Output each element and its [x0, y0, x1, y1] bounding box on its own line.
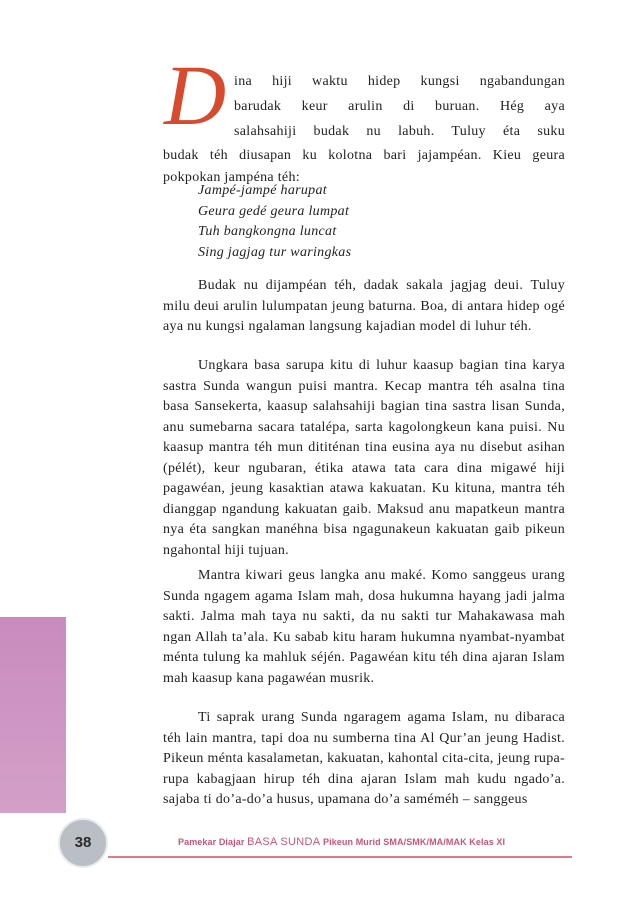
footer-suffix: Pikeun Murid SMA/SMK/MA/MAK Kelas XI [322, 837, 506, 847]
body-paragraph-3: Mantra kiwari geus langka anu maké. Komo sanggeus urang Sunda ngagem agama Islam mah, dosa hukumna hayang jadi jalma sakti. Jalma mah taya nu sakti, da nu sakti tur Mahakawasa mah ngan Allah ta’ala. Ku sabab kitu haram hukumna nyambat-nyambat ménta tulung ka mahluk séjén. Pagawéan kitu téh dina ajaran Islam mah kaasup kana pagawéan musrik. [163, 568, 565, 686]
body-paragraph-1: Budak nu dijampéan téh, dadak sakala jagjag deui. Tuluy milu deui arulin lulumpatan jeung baturna. Boa, di antara hidep ogé aya nu kungsi ngalaman langsung kajadian model di luhur téh. [163, 278, 565, 334]
page-number: 38 [74, 834, 92, 851]
footer-prefix: Pamekar Diajar [178, 837, 245, 847]
poem-line: Sing jagjag tur waringkas [198, 244, 352, 260]
intro-line-1: ina hiji waktu hidep kungsi ngabandungan [234, 74, 565, 89]
intro-line-2: barudak keur arulin di buruan. Hég aya [234, 99, 565, 114]
poem-block [198, 181, 351, 263]
poem-line: Geura gedé geura lumpat [198, 203, 350, 219]
body-paragraph-2: Ungkara basa sarupa kitu di luhur kaasup bagian tina karya sastra Sunda wangun puisi mantra. Kecap mantra téh asalna tina basa Sansekerta, kaasup salahsahiji bagian tina sastra lisan Sunda, anu sumebarna sacara tatalépa, sarta kagolongkeun kana puisi. Nu kaasup mantra téh mun dititénan tina eusina aya nu disebut asihan (pélét), keur ngubaran, étika atawa tata cara dina migawé hiji pagawéan, jeung kasaktian atawa kakuatan. Ku kituna, mantra téh dianggap ngandung kakuatan gaib. Maksud anu mapatkeun mantra nya éta sangkan manéhna bisa ngagunakeun kakuatan gaib pikeun ngahontal hiji tujuan. [163, 358, 565, 558]
intro-paragraph-continuation: budak téh diusapan ku kolotna bari jajampéan. Kieu geura pokpokan jampéna téh: [163, 148, 565, 185]
body-paragraph-4: Ti saprak urang Sunda ngaragem agama Islam, nu dibaraca téh lain mantra, tapi doa nu sumberna tina Al Qur’an jeung Hadist. Pikeun ménta kasalametan, kakuatan, kahontal cita-cita, jeung rupa-rupa kabagjaan hirup téh dina ajaran Islam mah kudu ngado’a. sajaba ti do’a-do’a husus, upamana do’a saméméh – sanggeus [163, 710, 565, 807]
side-color-bar [0, 617, 66, 813]
intro-line-3: salahsahiji budak nu labuh. Tuluy éta suku [234, 124, 565, 139]
poem-line: Tuh bangkongna luncat [198, 224, 337, 239]
drop-cap-letter: D [164, 47, 227, 143]
footer-book-title [178, 836, 505, 848]
footer-rule [108, 856, 572, 858]
footer-subject: BASA SUNDA [247, 836, 321, 848]
poem-line: Jampé-jampé harupat [198, 183, 327, 198]
